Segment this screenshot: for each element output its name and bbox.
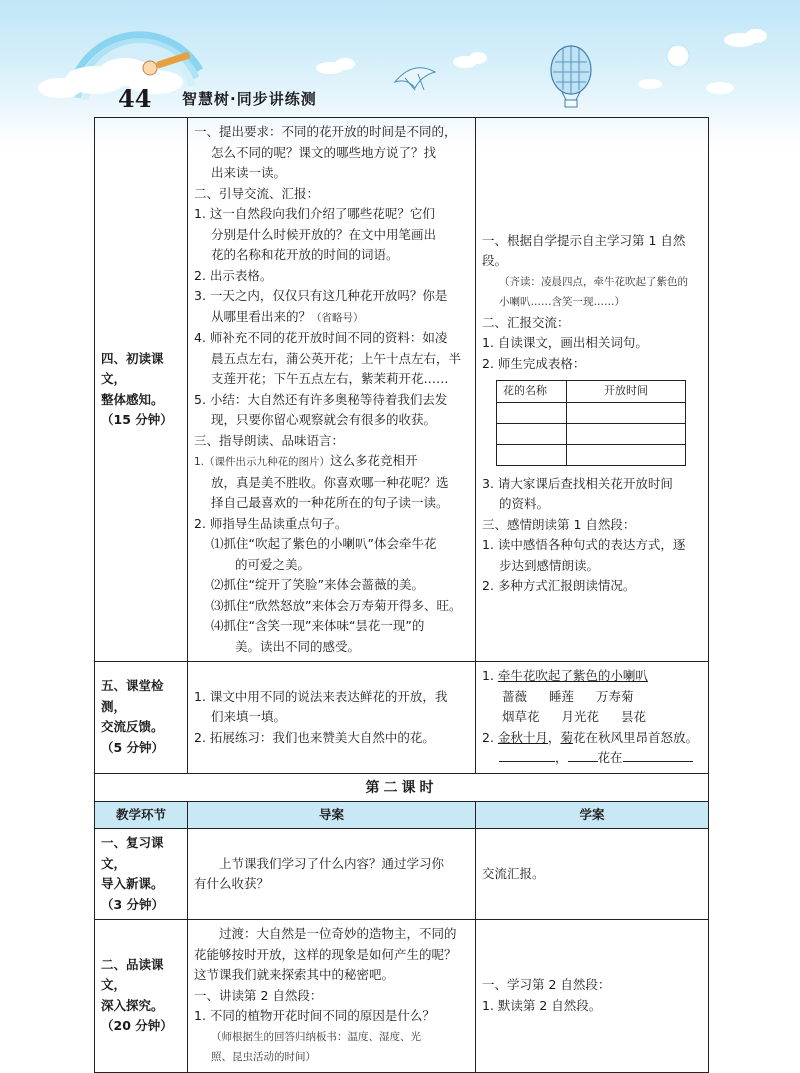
table-header: 开放时间 (567, 381, 686, 403)
fill-blank[interactable] (623, 748, 693, 762)
table-row (95, 829, 708, 920)
table-cell (567, 423, 686, 444)
study-cell: 交流汇报。 (482, 865, 545, 881)
stage-cell: 二、品读课文， 深入探究。 （20 分钟） (95, 920, 188, 1072)
stage-cell: 一、复习课文， 导入新课。 （3 分钟） (95, 829, 188, 919)
sun-icon (667, 45, 689, 67)
flower-list: 蔷薇 睡莲 万寿菊 (502, 688, 634, 704)
study-cell: 一、学习第 2 自然段： 1. 默读第 2 自然段。 (482, 977, 611, 1013)
flower-time-table (496, 380, 686, 466)
header-guide: 导案 (188, 802, 476, 829)
table-cell (567, 402, 686, 423)
table-row (95, 118, 708, 662)
table-cell (497, 423, 567, 444)
table-header: 花的名称 (497, 381, 567, 403)
guide-cell: 一、提出要求：不同的花开放的时间是不同的， 怎么不同的呢？课文的哪些地方说了？找 出来读一读。 二、引导交流、汇报： 1. 这一自然段向我们介绍了哪些花呢？它们 分别是什么时候开放的？在文中用笔画出 花的名称和花开放的时间的词语。 2. 出示表格。 3. 一天之内，仅仅只有这几种花开放吗？你是 从哪里看出来的？（省略号） 4. 师补充不同的花开放时间不同的资料：如凌 晨五点左右，蒲公英开花；上午十点左右，半 支莲开花；下午五点左右，紫茉莉开花…… 5. 小结：大自然还有许多奥秘等待着我们去发 现，只要你留心观察就会有很多的收获。 三、指导朗读、品味语言： 1.（课件出示九种花的图片）这么多花竞相开 放，真是美不胜收。你喜欢哪一种花呢？选 择自己最喜欢的一种花所在的句子读一读。 2. 师指导生品读重点句子。 ⑴抓住“吹起了紫色的小喇叭”体会牵牛花 的可爱之美。 ⑵抓住“绽开了笑脸”来体会蔷薇的美。 ⑶抓住“欣然怒放”来体会万寿菊开得多、旺。 ⑷抓住“含笑一现”来体味“昙花一现”的 美。读出不同的感受。 (188, 118, 476, 661)
table-row (95, 920, 708, 1072)
page-number: 44 (118, 84, 152, 113)
stage-cell: 五、课堂检测， 交流反馈。 （5 分钟） (95, 662, 188, 773)
header-study: 学案 (579, 806, 605, 822)
table-cell (567, 444, 686, 465)
fill-blank[interactable] (499, 748, 555, 762)
study-cell: 一、根据自学提示自主学习第 1 自然段。 （齐读：凌晨四点，牵牛花吹起了紫色的 小喇叭……含笑一现……） 二、汇报交流： 1. 自读课文，画出相关词句。 2. 师生完成表格： 花的名称 开放时间 3. 请大家课后查找相关花开放时间 的资料。 三、感情朗读第 1 自然段： 1. 读中感悟各种句式的表达方式，逐 步达到感情朗读。 2. 多种方式汇报朗读情况。 (482, 232, 688, 593)
book-title: 智慧树·同步讲练测 (182, 90, 317, 108)
header-stage: 教学环节 (95, 802, 188, 829)
table-cell (497, 402, 567, 423)
dragonfly-icon (395, 68, 435, 90)
section-title: 第二课时 (95, 774, 708, 802)
study-cell: 1. 牵牛花吹起了紫色的小喇叭 蔷薇 睡莲 万寿菊 烟草花 月光花 昙花 2. 金秋十月，菊花在秋风里昂首怒放。 ， 花在 (476, 662, 708, 773)
stage-cell: 四、初读课文， 整体感知。 （15 分钟） (95, 118, 188, 661)
guide-cell: 1. 课文中用不同的说法来表达鲜花的开放，我 们来填一填。 2. 拓展练习：我们也来赞美大自然中的花。 (188, 662, 476, 773)
flower-list: 烟草花 月光花 昙花 (502, 709, 647, 724)
guide-cell: 上节课我们学习了什么内容？通过学习你 有什么收获？ (188, 829, 476, 919)
fill-blank[interactable] (568, 748, 598, 762)
table-header-row (95, 802, 708, 830)
guide-cell: 过渡：大自然是一位奇妙的造物主，不同的 花能够按时开放，这样的现象是如何产生的呢？ 这节课我们就来探索其中的秘密吧。 一、讲读第 2 自然段： 1. 不同的植物开花时间不同的原因是什么？ （师根据生的回答归纳板书：温度、湿度、光 照、昆虫活动的时间） (188, 920, 476, 1072)
cloud-icon (316, 29, 767, 94)
hot-air-balloon-icon (551, 46, 591, 107)
table-row (95, 662, 708, 774)
table-cell (497, 444, 567, 465)
lesson-plan-table (94, 117, 709, 1073)
